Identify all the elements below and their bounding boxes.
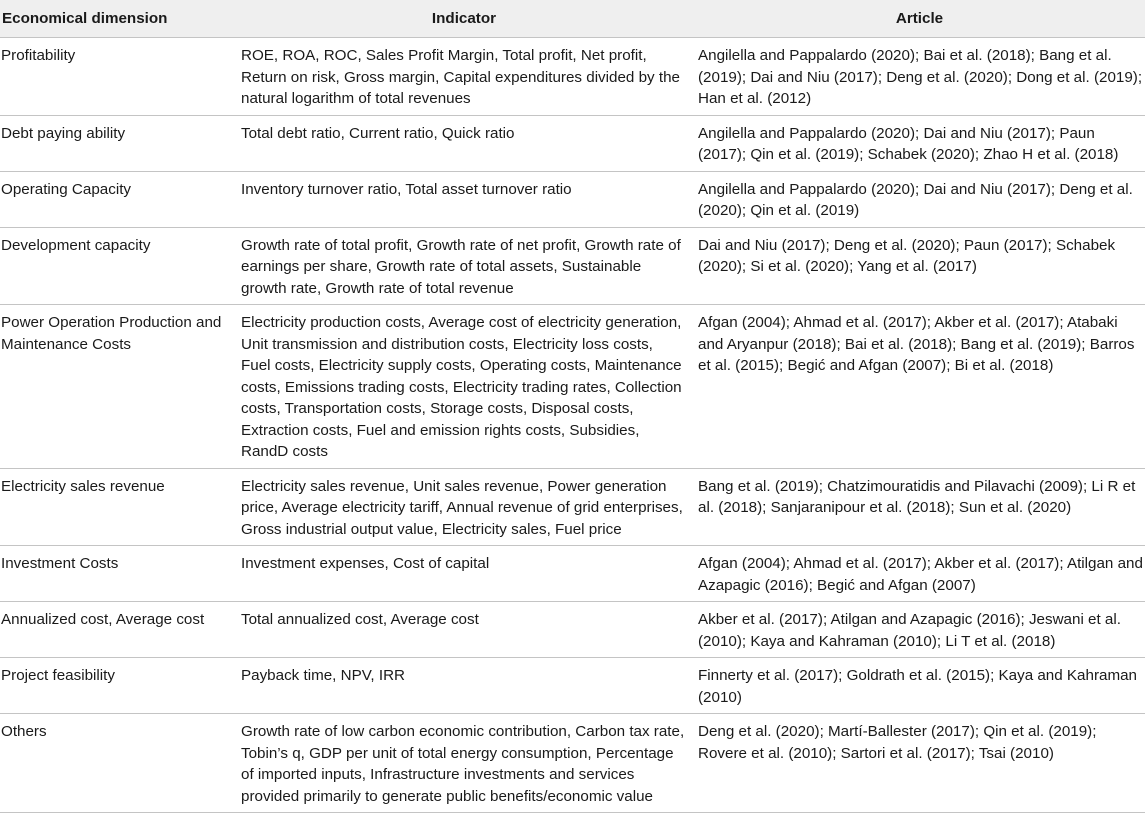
- cell-article: Afgan (2004); Ahmad et al. (2017); Akber et al. (2017); Atabaki and Aryanpur (2018); Bai et al. (2018); Bang et al. (2019); Barros et al. (2015); Begić and Afgan (2007); Bi et al. (2018): [692, 305, 1145, 469]
- cell-indicator: Electricity sales revenue, Unit sales revenue, Power generation price, Average electricity tariff, Annual revenue of grid enterprises, Gross industrial output value, Electricity sales, Fuel price: [234, 468, 692, 546]
- table-row: [0, 115, 1145, 171]
- header-article: Article: [692, 0, 1145, 38]
- cell-dimension: Power Operation Production and Maintenance Costs: [0, 305, 234, 469]
- cell-dimension: Development capacity: [0, 227, 234, 305]
- cell-dimension: Project feasibility: [0, 658, 234, 714]
- table-row: [0, 468, 1145, 546]
- table-row: [0, 171, 1145, 227]
- cell-article: Deng et al. (2020); Martí-Ballester (2017); Qin et al. (2019); Rovere et al. (2010); Sartori et al. (2017); Tsai (2010): [692, 714, 1145, 813]
- cell-dimension: Profitability: [0, 38, 234, 116]
- cell-dimension: Operating Capacity: [0, 171, 234, 227]
- header-indicator: Indicator: [234, 0, 692, 38]
- cell-dimension: Annualized cost, Average cost: [0, 602, 234, 658]
- cell-dimension: Debt paying ability: [0, 115, 234, 171]
- header-row: [0, 0, 1145, 38]
- cell-indicator: Growth rate of low carbon economic contribution, Carbon tax rate, Tobin’s q, GDP per unit of total energy consumption, Percentage of imported inputs, Infrastructure investments and services provided primarily to generate public benefits/economic value: [234, 714, 692, 813]
- table-header: [0, 0, 1145, 38]
- table-row: [0, 714, 1145, 813]
- cell-article: Dai and Niu (2017); Deng et al. (2020); Paun (2017); Schabek (2020); Si et al. (2020); Yang et al. (2017): [692, 227, 1145, 305]
- cell-indicator: Inventory turnover ratio, Total asset turnover ratio: [234, 171, 692, 227]
- table-row: [0, 227, 1145, 305]
- cell-dimension: Electricity sales revenue: [0, 468, 234, 546]
- cell-dimension: Investment Costs: [0, 546, 234, 602]
- cell-dimension: Others: [0, 714, 234, 813]
- cell-indicator: Total debt ratio, Current ratio, Quick ratio: [234, 115, 692, 171]
- cell-indicator: Total annualized cost, Average cost: [234, 602, 692, 658]
- cell-article: Afgan (2004); Ahmad et al. (2017); Akber et al. (2017); Atilgan and Azapagic (2016); Begić and Afgan (2007): [692, 546, 1145, 602]
- cell-indicator: Growth rate of total profit, Growth rate of net profit, Growth rate of earnings per share, Growth rate of total assets, Sustainable growth rate, Growth rate of total revenue: [234, 227, 692, 305]
- table-body: [0, 38, 1145, 813]
- cell-indicator: Electricity production costs, Average cost of electricity generation, Unit transmission and distribution costs, Electricity loss costs, Fuel costs, Electricity supply costs, Operating costs, Maintenance costs, Emissions trading costs, Electricity trading rates, Collection costs, Transportation costs, Storage costs, Disposal costs, Extraction costs, Fuel and emission rights costs, Subsidies, RandD costs: [234, 305, 692, 469]
- header-economical-dimension: Economical dimension: [0, 0, 234, 38]
- table-row: [0, 546, 1145, 602]
- cell-article: Angilella and Pappalardo (2020); Bai et al. (2018); Bang et al. (2019); Dai and Niu (2017); Deng et al. (2020); Dong et al. (2019); Han et al. (2012): [692, 38, 1145, 116]
- table-row: [0, 38, 1145, 116]
- cell-article: Finnerty et al. (2017); Goldrath et al. (2015); Kaya and Kahraman (2010): [692, 658, 1145, 714]
- cell-article: Akber et al. (2017); Atilgan and Azapagic (2016); Jeswani et al. (2010); Kaya and Kahraman (2010); Li T et al. (2018): [692, 602, 1145, 658]
- cell-article: Bang et al. (2019); Chatzimouratidis and Pilavachi (2009); Li R et al. (2018); Sanjaranipour et al. (2018); Sun et al. (2020): [692, 468, 1145, 546]
- table-row: [0, 305, 1145, 469]
- cell-indicator: Payback time, NPV, IRR: [234, 658, 692, 714]
- cell-indicator: ROE, ROA, ROC, Sales Profit Margin, Total profit, Net profit, Return on risk, Gross margin, Capital expenditures divided by the natural logarithm of total revenues: [234, 38, 692, 116]
- table-row: [0, 602, 1145, 658]
- cell-article: Angilella and Pappalardo (2020); Dai and Niu (2017); Paun (2017); Qin et al. (2019); Schabek (2020); Zhao H et al. (2018): [692, 115, 1145, 171]
- cell-article: Angilella and Pappalardo (2020); Dai and Niu (2017); Deng et al. (2020); Qin et al. (2019): [692, 171, 1145, 227]
- table-row: [0, 658, 1145, 714]
- cell-indicator: Investment expenses, Cost of capital: [234, 546, 692, 602]
